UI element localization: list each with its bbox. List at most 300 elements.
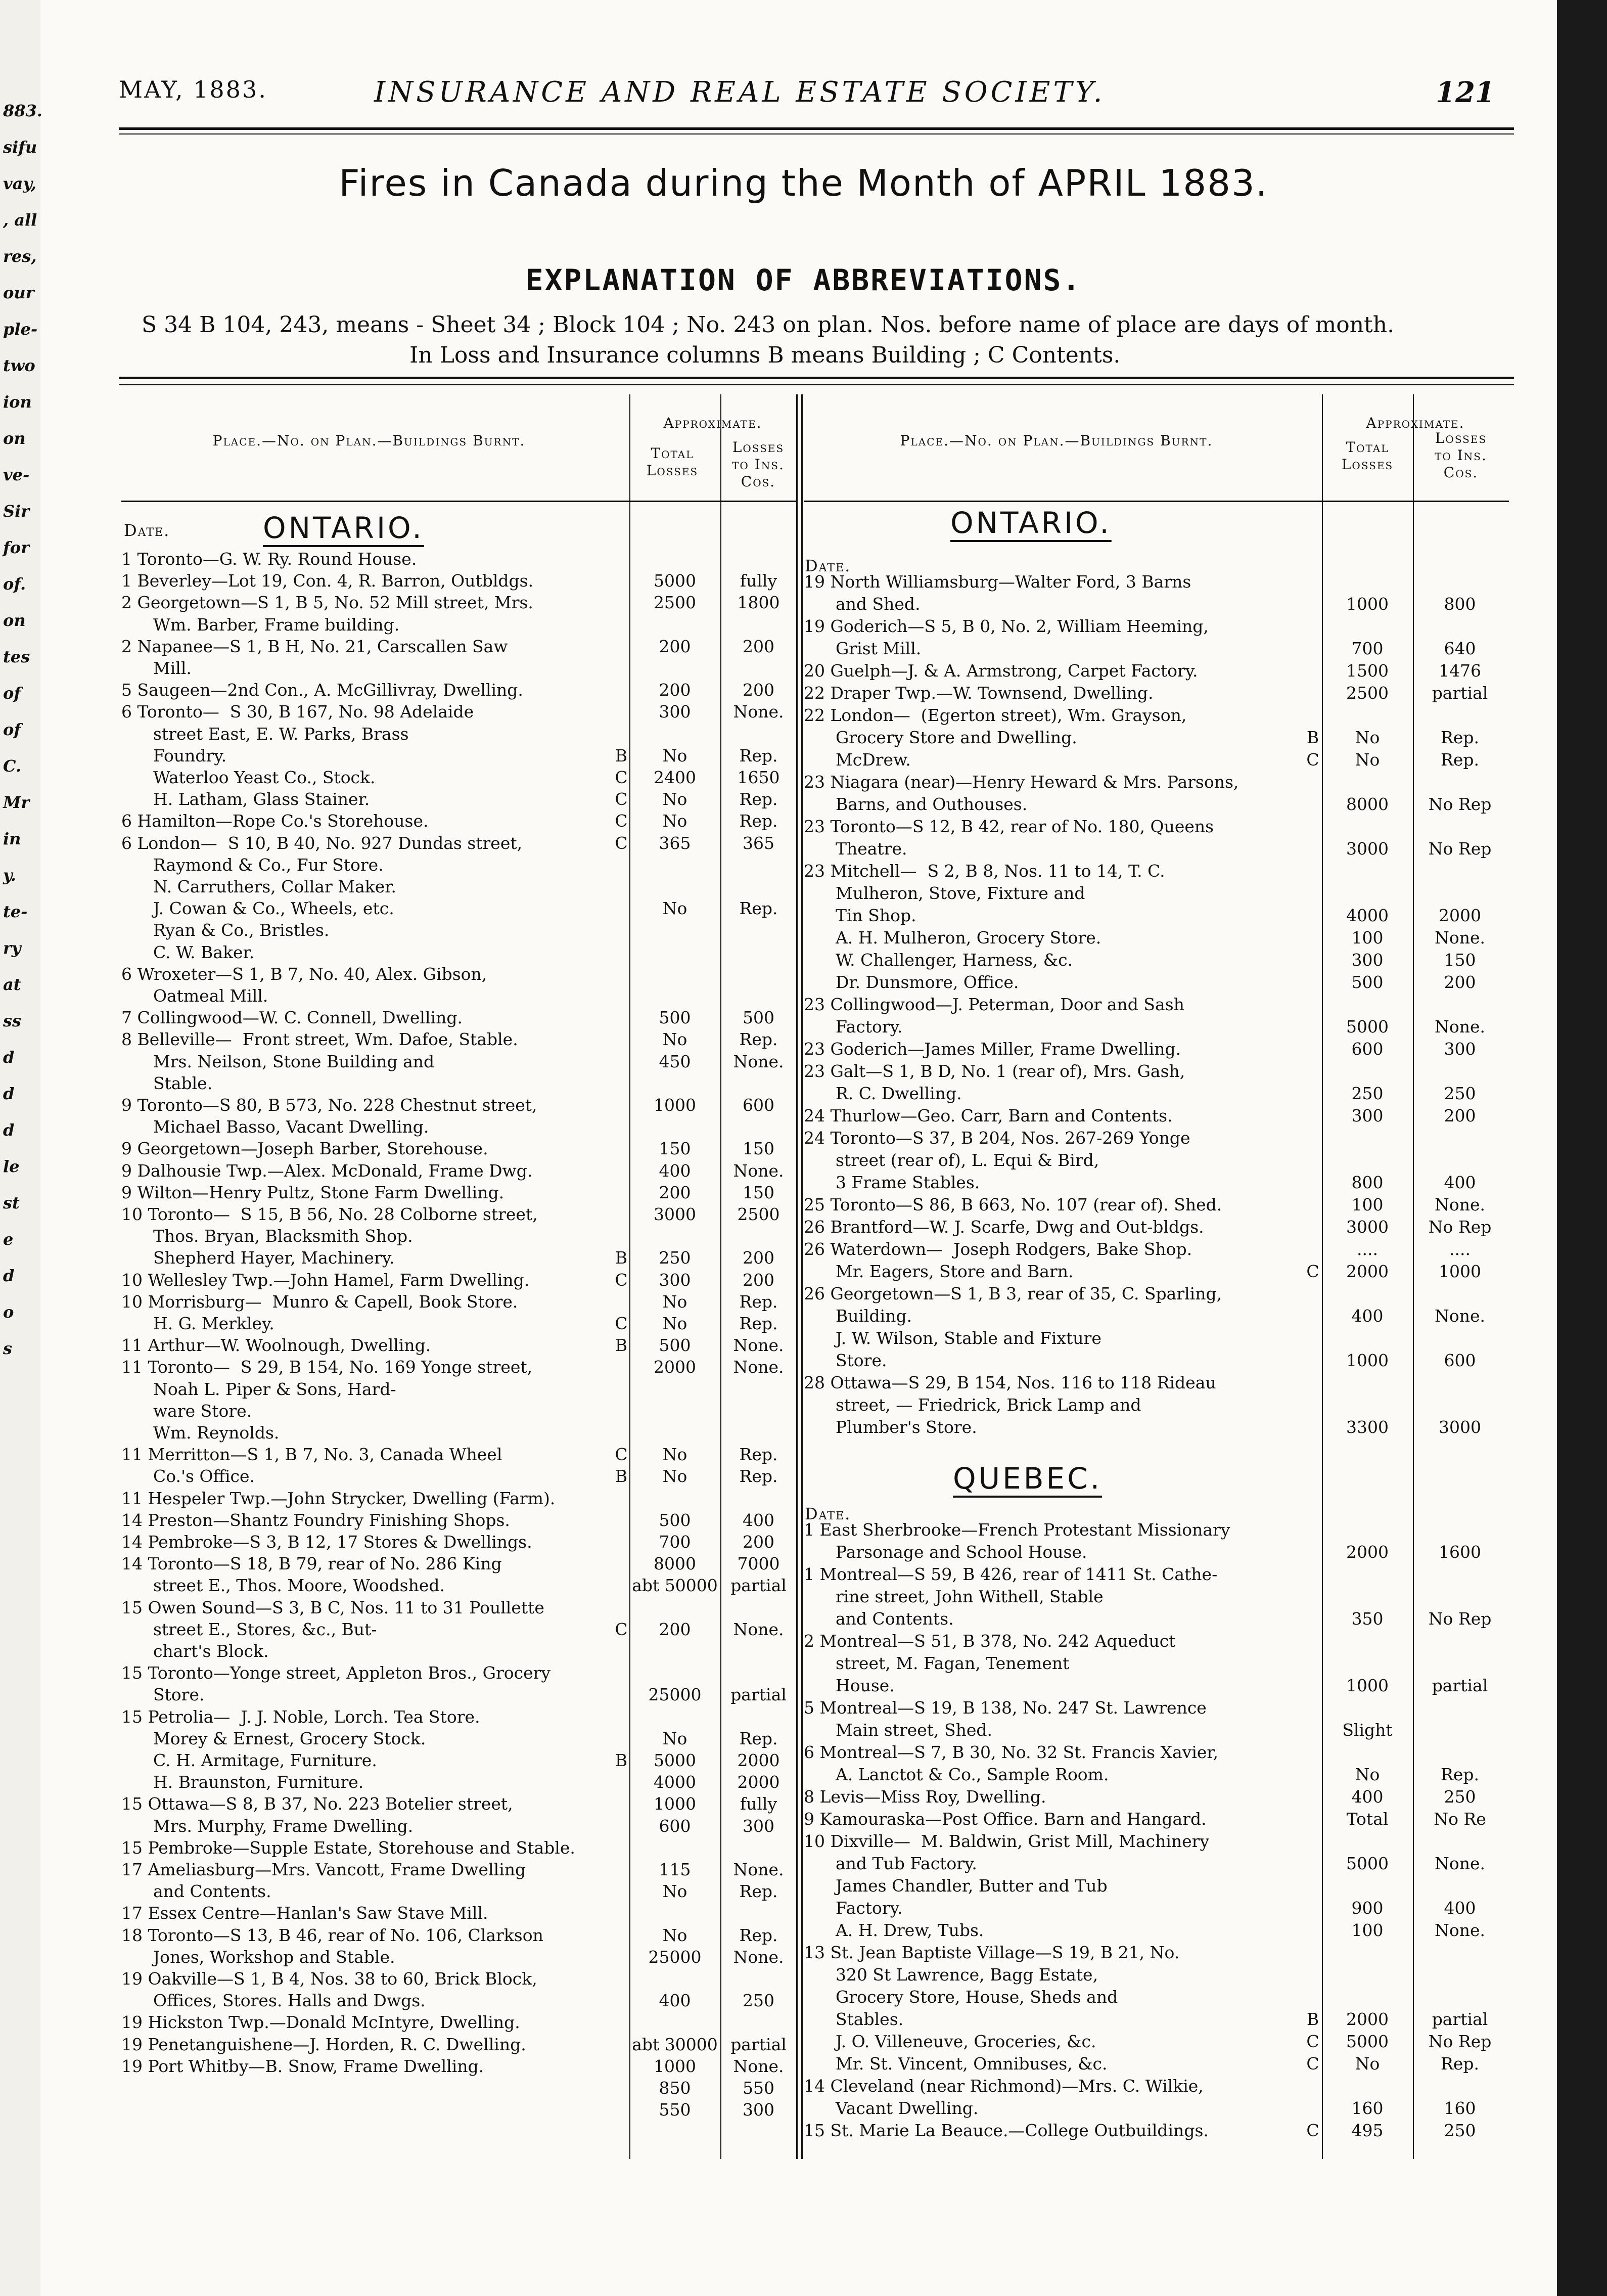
entry-insurance-loss: 2000: [737, 1772, 780, 1792]
entry-text: H. Latham, Glass Stainer.: [121, 789, 370, 809]
entry-insurance-loss: None.: [733, 1947, 784, 1967]
entry-text: 11 Merritton—S 1, B 7, No. 3, Canada Wheel: [121, 1445, 502, 1465]
entry-insurance-loss: 200: [743, 1270, 774, 1290]
entry-insurance-loss: partial: [1432, 683, 1488, 703]
gutter-fragment: ion: [3, 392, 32, 412]
entry-total-loss: 8000: [1346, 794, 1389, 814]
region-heading-ontario-right: ONTARIO.: [950, 506, 1112, 540]
entry-mark: C: [615, 1314, 628, 1333]
entry-total-loss: 2000: [1346, 1542, 1389, 1562]
entry-text: 26 Waterdown— Joseph Rodgers, Bake Shop.: [804, 1239, 1192, 1259]
entry-mark: C: [1306, 2121, 1319, 2140]
entry-text: Parsonage and School House.: [804, 1542, 1087, 1562]
entry-text: Vacant Dwelling.: [804, 2098, 979, 2118]
entry-total-loss: abt 30000: [632, 2034, 718, 2054]
entry-insurance-loss: 150: [743, 1182, 774, 1202]
entry-text: 19 Goderich—S 5, B 0, No. 2, William Heeming,: [804, 616, 1209, 636]
entry-total-loss: 1500: [1346, 661, 1389, 681]
entry-total-loss: 200: [659, 1182, 691, 1202]
entry-text: Mr. Eagers, Store and Barn.: [804, 1262, 1074, 1281]
gutter-fragment: for: [3, 538, 29, 557]
entry-insurance-loss: partial: [730, 2034, 787, 2054]
gutter-fragment: ry: [3, 938, 21, 958]
header-divider-right: [804, 501, 1509, 502]
date-label-right: Date.: [805, 556, 851, 575]
entry-insurance-loss: 250: [1444, 2121, 1476, 2140]
gutter-fragment: st: [3, 1193, 20, 1212]
entry-insurance-loss: None.: [733, 1335, 784, 1356]
entry-insurance-loss: 500: [743, 1008, 774, 1028]
entry-insurance-loss: 200: [1444, 1106, 1476, 1126]
entry-total-loss: 400: [659, 1160, 691, 1181]
entry-total-loss: 450: [659, 1051, 691, 1071]
entry-total-loss: 300: [1351, 950, 1384, 970]
gutter-fragment: s: [3, 1339, 13, 1358]
entry-text: Stables.: [804, 2009, 904, 2029]
entry-mark: C: [615, 833, 628, 853]
entry-text: H. Braunston, Furniture.: [121, 1772, 364, 1792]
entry-text: 1 Beverley—Lot 19, Con. 4, R. Barron, Outbldgs.: [121, 571, 534, 591]
entry-text: 10 Toronto— S 15, B 56, No. 28 Colborne street,: [121, 1204, 538, 1224]
entry-text: Jones, Workshop and Stable.: [121, 1947, 395, 1967]
entry-mark: B: [1306, 2009, 1319, 2029]
entry-insurance-loss: None.: [1434, 1017, 1485, 1037]
entry-total-loss: 400: [659, 1991, 691, 2011]
entry-insurance-loss: 1650: [737, 768, 780, 787]
entry-text: Store.: [121, 1685, 205, 1705]
entry-text: 26 Brantford—W. J. Scarfe, Dwg and Out-bldgs.: [804, 1217, 1204, 1237]
entry-text: and Contents.: [804, 1609, 954, 1629]
entry-total-loss: 3300: [1346, 1417, 1389, 1437]
entry-total-loss: Slight: [1342, 1720, 1393, 1740]
entry-text: 14 Pembroke—S 3, B 12, 17 Stores & Dwellings.: [121, 1532, 532, 1552]
entry-insurance-loss: 800: [1444, 594, 1476, 614]
entry-text: R. C. Dwelling.: [804, 1084, 962, 1103]
abbreviations-line-1: S 34 B 104, 243, means - Sheet 34 ; Block 104 ; No. 243 on plan. Nos. before name of place are days of month.: [142, 312, 1395, 338]
entry-text: 9 Dalhousie Twp.—Alex. McDonald, Frame Dwg.: [121, 1160, 533, 1181]
gutter-fragment: on: [3, 429, 26, 448]
entry-text: 9 Georgetown—Joseph Barber, Storehouse.: [121, 1139, 488, 1159]
entry-total-loss: 8000: [654, 1554, 696, 1574]
gutter-fragment: tes: [3, 647, 30, 666]
gutter-fragment: of: [3, 720, 21, 739]
gutter-fragment: d: [3, 1084, 15, 1103]
entry-text: Wm. Reynolds.: [121, 1423, 280, 1443]
entry-total-loss: 700: [1351, 639, 1384, 658]
entry-text: Barns, and Outhouses.: [804, 794, 1028, 814]
entry-insurance-loss: 1000: [1439, 1262, 1481, 1281]
entry-text: 23 Collingwood—J. Peterman, Door and Sash: [804, 995, 1184, 1014]
entry-insurance-loss: 2000: [1439, 906, 1481, 925]
entry-text: street East, E. W. Parks, Brass: [121, 724, 409, 744]
entry-total-loss: 850: [659, 2078, 691, 2098]
entry-text: Mulheron, Stove, Fixture and: [804, 883, 1085, 903]
entry-insurance-loss: No Rep: [1428, 839, 1492, 859]
entry-text: street (rear of), L. Equi & Bird,: [804, 1150, 1099, 1170]
entry-text: 10 Dixville— M. Baldwin, Grist Mill, Machinery: [804, 1831, 1210, 1851]
entry-mark: C: [615, 1270, 628, 1290]
gutter-fragment: res,: [3, 247, 37, 266]
entry-insurance-loss: None.: [733, 1051, 784, 1071]
region-heading-quebec: QUEBEC.: [953, 1461, 1103, 1496]
entry-mark: C: [1306, 750, 1319, 770]
issue-date: MAY, 1883.: [119, 76, 267, 103]
entry-text: 6 Toronto— S 30, B 167, No. 98 Adelaide: [121, 702, 474, 722]
date-label-quebec: Date.: [805, 1504, 851, 1523]
entry-insurance-loss: No Rep: [1428, 2032, 1492, 2051]
entry-text: 15 St. Marie La Beauce.—College Outbuildings.: [804, 2121, 1209, 2140]
gutter-fragment: Mr: [3, 793, 30, 812]
entry-text: McDrew.: [804, 750, 911, 770]
entry-total-loss: 160: [1351, 2098, 1384, 2118]
entry-text: 7 Collingwood—W. C. Connell, Dwelling.: [121, 1008, 463, 1028]
entry-total-loss: 100: [1351, 928, 1384, 948]
entry-total-loss: 400: [1351, 1306, 1384, 1326]
entry-total-loss: 4000: [654, 1772, 696, 1792]
entry-text: 23 Mitchell— S 2, B 8, Nos. 11 to 14, T. C.: [804, 861, 1165, 881]
entry-total-loss: 500: [659, 1510, 691, 1530]
entry-mark: B: [615, 1248, 628, 1268]
entry-insurance-loss: Rep.: [1441, 1765, 1479, 1784]
entry-total-loss: 100: [1351, 1920, 1384, 1940]
entry-insurance-loss: 640: [1444, 639, 1476, 658]
entry-insurance-loss: 3000: [1439, 1417, 1481, 1437]
entry-insurance-loss: No Rep: [1428, 1217, 1492, 1237]
entry-mark: B: [615, 1335, 628, 1356]
gutter-fragment: le: [3, 1157, 20, 1176]
entry-text: Mrs. Neilson, Stone Building and: [121, 1051, 435, 1071]
left-gutter: [0, 0, 40, 2296]
gutter-fragment: vay,: [3, 174, 36, 193]
entry-insurance-loss: 200: [743, 680, 774, 700]
entry-insurance-loss: 150: [1444, 950, 1476, 970]
gutter-fragment: at: [3, 975, 21, 994]
entry-total-loss: 3000: [1346, 839, 1389, 859]
entry-text: rine street, John Withell, Stable: [804, 1587, 1104, 1606]
entry-text: 6 Wroxeter—S 1, B 7, No. 40, Alex. Gibson,: [121, 964, 487, 984]
entry-insurance-loss: Rep.: [739, 745, 778, 766]
entry-total-loss: 250: [1351, 1084, 1384, 1103]
entry-text: J. O. Villeneuve, Groceries, &c.: [804, 2032, 1096, 2051]
abbreviations-line-2: In Loss and Insurance columns B means Building ; C Contents.: [409, 342, 1121, 368]
entry-text: street E., Stores, &c., But-: [121, 1619, 377, 1639]
gutter-fragment: y.: [3, 866, 17, 885]
entry-insurance-loss: fully: [740, 571, 777, 591]
entry-total-loss: 250: [659, 1248, 691, 1268]
gutter-fragment: ve-: [3, 465, 30, 484]
entry-text: Michael Basso, Vacant Dwelling.: [121, 1117, 429, 1137]
entry-text: 6 Hamilton—Rope Co.'s Storehouse.: [121, 811, 429, 831]
entry-insurance-loss: Rep.: [739, 789, 778, 809]
entry-total-loss: abt 50000: [632, 1575, 718, 1596]
entry-total-loss: 500: [659, 1335, 691, 1356]
gutter-fragment: in: [3, 829, 21, 848]
gutter-fragment: 883.: [3, 101, 42, 120]
entry-insurance-loss: Rep.: [739, 1728, 778, 1748]
entry-total-loss: 900: [1351, 1898, 1384, 1918]
entry-text: 6 London— S 10, B 40, No. 927 Dundas street,: [121, 833, 523, 853]
entry-text: and Shed.: [804, 594, 921, 614]
entry-text: 8 Levis—Miss Roy, Dwelling.: [804, 1787, 1046, 1807]
entry-text: street E., Thos. Moore, Woodshed.: [121, 1575, 445, 1596]
entry-total-loss: 5000: [1346, 1854, 1389, 1873]
entry-insurance-loss: Rep.: [739, 1029, 778, 1050]
approximate-header-left: Approximate.: [663, 415, 762, 431]
header-rule: [119, 127, 1514, 130]
entry-text: street, — Friedrick, Brick Lamp and: [804, 1395, 1141, 1415]
entry-text: Stable.: [121, 1073, 213, 1093]
entry-text: Grist Mill.: [804, 639, 922, 658]
total-losses-header-right: Total Losses: [1341, 439, 1394, 473]
entry-text: 1 East Sherbrooke—French Protestant Missionary: [804, 1520, 1230, 1540]
page-number: 121: [1436, 76, 1495, 109]
entry-text: Store.: [804, 1350, 887, 1370]
entry-text: Waterloo Yeast Co., Stock.: [121, 768, 376, 787]
entry-text: 14 Preston—Shantz Foundry Finishing Shops.: [121, 1510, 510, 1530]
entry-mark: C: [1306, 1262, 1319, 1281]
region-heading-ontario-left: ONTARIO.: [263, 511, 424, 545]
entry-total-loss: No: [662, 789, 687, 809]
entry-text: 24 Toronto—S 37, B 204, Nos. 267-269 Yonge: [804, 1128, 1190, 1148]
gutter-fragment: e: [3, 1230, 14, 1249]
entry-text: H. G. Merkley.: [121, 1314, 274, 1333]
entry-insurance-loss: Rep.: [739, 1925, 778, 1945]
gutter-fragment: sifu: [3, 138, 37, 157]
entry-mark: B: [615, 1750, 628, 1770]
entry-text: 24 Thurlow—Geo. Carr, Barn and Contents.: [804, 1106, 1173, 1126]
entry-text: 19 Oakville—S 1, B 4, Nos. 38 to 60, Brick Block,: [121, 1969, 537, 1989]
place-column-header-right: Place.—No. on Plan.—Buildings Burnt.: [900, 432, 1213, 449]
entry-insurance-loss: 7000: [737, 1554, 780, 1574]
entry-insurance-loss: 550: [743, 2078, 774, 2098]
entry-total-loss: 150: [659, 1139, 691, 1159]
gutter-fragment: te-: [3, 902, 28, 921]
entry-total-loss: 1000: [1346, 594, 1389, 614]
entry-total-loss: 1000: [654, 1794, 696, 1814]
entry-total-loss: 350: [1351, 1609, 1384, 1629]
entry-text: 22 Draper Twp.—W. Townsend, Dwelling.: [804, 683, 1154, 703]
entry-total-loss: No: [662, 811, 687, 831]
entry-insurance-loss: None.: [1434, 1854, 1485, 1873]
column-divider: [1413, 394, 1414, 2159]
entry-text: Factory.: [804, 1898, 903, 1918]
entry-insurance-loss: 400: [1444, 1898, 1476, 1918]
entry-insurance-loss: None.: [733, 1357, 784, 1377]
entry-text: N. Carruthers, Collar Maker.: [121, 877, 396, 896]
entry-insurance-loss: Rep.: [739, 1445, 778, 1465]
entry-mark: B: [615, 1466, 628, 1487]
entry-text: 1 Toronto—G. W. Ry. Round House.: [121, 549, 417, 569]
entry-total-loss: No: [1355, 1765, 1380, 1784]
entry-text: Noah L. Piper & Sons, Hard-: [121, 1379, 396, 1399]
entry-text: 19 Penetanguishene—J. Horden, R. C. Dwelling.: [121, 2034, 526, 2054]
entry-insurance-loss: None.: [733, 2056, 784, 2076]
gutter-fragment: ple-: [3, 320, 38, 339]
entry-total-loss: 100: [1351, 1195, 1384, 1214]
entry-total-loss: 2000: [654, 1357, 696, 1377]
entry-text: 15 Pembroke—Supple Estate, Storehouse and Stable.: [121, 1837, 575, 1858]
entry-insurance-loss: partial: [730, 1575, 787, 1596]
entry-total-loss: 800: [1351, 1173, 1384, 1192]
entry-mark: C: [1306, 2032, 1319, 2051]
entry-text: C. W. Baker.: [121, 942, 255, 962]
entry-total-loss: 25000: [648, 1947, 702, 1967]
entry-total-loss: ....: [1357, 1239, 1378, 1259]
gutter-fragment: Sir: [3, 502, 30, 521]
gutter-fragment: d: [3, 1048, 15, 1067]
entry-insurance-loss: None.: [1434, 1306, 1485, 1326]
header-rule-thin: [119, 133, 1514, 134]
entry-insurance-loss: 1476: [1439, 661, 1481, 681]
entry-text: 23 Toronto—S 12, B 42, rear of No. 180, Queens: [804, 817, 1214, 836]
entry-text: Oatmeal Mill.: [121, 986, 268, 1006]
entry-insurance-loss: Rep.: [739, 1466, 778, 1487]
entry-total-loss: 1000: [1346, 1350, 1389, 1370]
entry-total-loss: No: [662, 1728, 687, 1748]
place-column-header-left: Place.—No. on Plan.—Buildings Burnt.: [212, 432, 526, 449]
entry-mark: C: [615, 789, 628, 809]
entry-text: 9 Wilton—Henry Pultz, Stone Farm Dwelling.: [121, 1182, 504, 1202]
entry-insurance-loss: None.: [1434, 1920, 1485, 1940]
entry-insurance-loss: 2500: [737, 1204, 780, 1224]
entry-total-loss: 5000: [1346, 1017, 1389, 1037]
entry-text: 5 Montreal—S 19, B 138, No. 247 St. Lawrence: [804, 1698, 1207, 1718]
entry-text: Foundry.: [121, 745, 227, 766]
entry-insurance-loss: 150: [743, 1139, 774, 1159]
entry-total-loss: No: [1355, 2054, 1380, 2074]
entry-total-loss: 5000: [654, 1750, 696, 1770]
entry-insurance-loss: None.: [733, 702, 784, 722]
entry-insurance-loss: None.: [1434, 928, 1485, 948]
entry-insurance-loss: 600: [743, 1095, 774, 1115]
entry-text: 11 Hespeler Twp.—John Strycker, Dwelling (Farm).: [121, 1488, 556, 1508]
entry-insurance-loss: 250: [743, 1991, 774, 2011]
entry-total-loss: 3000: [654, 1204, 696, 1224]
entry-text: 15 Petrolia— J. J. Noble, Lorch. Tea Store.: [121, 1706, 480, 1727]
entry-total-loss: 2000: [1346, 2009, 1389, 2029]
entry-insurance-loss: 1800: [737, 593, 780, 613]
entry-mark: C: [615, 768, 628, 787]
entry-insurance-loss: 1600: [1439, 1542, 1481, 1562]
entry-text: Factory.: [804, 1017, 903, 1037]
entry-text: Ryan & Co., Bristles.: [121, 920, 330, 940]
entry-insurance-loss: 300: [743, 2100, 774, 2120]
entry-text: Morey & Ernest, Grocery Stock.: [121, 1728, 426, 1748]
entry-insurance-loss: partial: [730, 1685, 787, 1705]
entry-total-loss: 1000: [654, 1095, 696, 1115]
entry-text: 23 Galt—S 1, B D, No. 1 (rear of), Mrs. Gash,: [804, 1061, 1185, 1081]
entry-text: House.: [804, 1676, 895, 1695]
entry-text: 13 St. Jean Baptiste Village—S 19, B 21, No.: [804, 1943, 1180, 1962]
entry-total-loss: 3000: [1346, 1217, 1389, 1237]
entry-insurance-loss: Rep.: [739, 1314, 778, 1333]
entry-text: A. Lanctot & Co., Sample Room.: [804, 1765, 1109, 1784]
entry-total-loss: 365: [659, 833, 691, 853]
entry-insurance-loss: 365: [743, 833, 774, 853]
gutter-fragment: , all: [3, 210, 37, 230]
entry-text: Plumber's Store.: [804, 1417, 977, 1437]
entry-text: J. Cowan & Co., Wheels, etc.: [121, 898, 394, 919]
entry-total-loss: 500: [1351, 972, 1384, 992]
entry-total-loss: No: [662, 1466, 687, 1487]
entry-text: 9 Kamouraska—Post Office. Barn and Hangard.: [804, 1809, 1207, 1829]
entry-total-loss: No: [662, 1291, 687, 1312]
entry-insurance-loss: fully: [740, 1794, 777, 1814]
entry-mark: B: [1306, 728, 1319, 747]
entry-insurance-loss: 300: [743, 1816, 774, 1836]
entry-text: 26 Georgetown—S 1, B 3, rear of 35, C. Sparling,: [804, 1284, 1222, 1303]
entry-total-loss: 25000: [648, 1685, 702, 1705]
entry-text: Mill.: [121, 658, 192, 678]
entry-text: 14 Toronto—S 18, B 79, rear of No. 286 King: [121, 1554, 502, 1574]
gutter-fragment: our: [3, 283, 34, 302]
entry-total-loss: No: [662, 1881, 687, 1902]
column-divider: [720, 394, 721, 2159]
entry-mark: C: [615, 1619, 628, 1639]
entry-insurance-loss: 200: [1444, 972, 1476, 992]
entry-text: J. W. Wilson, Stable and Fixture: [804, 1328, 1101, 1348]
section-rule: [119, 377, 1514, 379]
entry-text: 15 Owen Sound—S 3, B C, Nos. 11 to 31 Poullette: [121, 1597, 544, 1617]
entry-text: A. H. Mulheron, Grocery Store.: [804, 928, 1101, 948]
entry-text: 1 Montreal—S 59, B 426, rear of 1411 St. Cathe-: [804, 1564, 1218, 1584]
column-divider: [1322, 394, 1323, 2159]
entry-text: 18 Toronto—S 13, B 46, rear of No. 106, Clarkson: [121, 1925, 543, 1945]
entry-text: Raymond & Co., Fur Store.: [121, 854, 384, 875]
entry-text: ware Store.: [121, 1401, 252, 1421]
entry-insurance-loss: 600: [1444, 1350, 1476, 1370]
entry-text: Main street, Shed.: [804, 1720, 992, 1740]
gutter-fragment: C.: [3, 756, 22, 776]
entry-text: 19 Port Whitby—B. Snow, Frame Dwelling.: [121, 2056, 484, 2076]
entry-text: street, M. Fagan, Tenement: [804, 1653, 1070, 1673]
entry-text: and Tub Factory.: [804, 1854, 977, 1873]
entry-total-loss: 115: [659, 1860, 691, 1879]
entry-insurance-loss: 2000: [737, 1750, 780, 1770]
entry-text: Theatre.: [804, 839, 907, 859]
entry-text: 17 Ameliasburg—Mrs. Vancott, Frame Dwelling: [121, 1860, 526, 1879]
entry-total-loss: 2000: [1346, 1262, 1389, 1281]
page-title: Fires in Canada during the Month of APRIL 1883.: [339, 162, 1268, 204]
entry-text: Building.: [804, 1306, 912, 1326]
entry-text: 2 Georgetown—S 1, B 5, No. 52 Mill street, Mrs.: [121, 593, 533, 613]
entry-text: 15 Toronto—Yonge street, Appleton Bros., Grocery: [121, 1663, 551, 1683]
header-divider-left: [121, 501, 796, 502]
entry-text: Grocery Store and Dwelling.: [804, 728, 1077, 747]
entry-text: 320 St Lawrence, Bagg Estate,: [804, 1965, 1098, 1985]
entry-text: 19 Hickston Twp.—Donald McIntyre, Dwelling.: [121, 2012, 520, 2033]
entry-text: Shepherd Hayer, Machinery.: [121, 1248, 395, 1268]
gutter-fragment: ss: [3, 1011, 22, 1030]
entry-text: Dr. Dunsmore, Office.: [804, 972, 1019, 992]
gutter-fragment: o: [3, 1302, 14, 1322]
entry-text: 9 Toronto—S 80, B 573, No. 228 Chestnut street,: [121, 1095, 537, 1115]
entry-total-loss: No: [662, 1314, 687, 1333]
gutter-fragment: of.: [3, 574, 26, 594]
entry-text: Tin Shop.: [804, 906, 916, 925]
entry-insurance-loss: Rep.: [739, 1291, 778, 1312]
entry-insurance-loss: No Re: [1434, 1809, 1486, 1829]
entry-text: 2 Napanee—S 1, B H, No. 21, Carscallen Saw: [121, 636, 508, 656]
entry-insurance-loss: Rep.: [739, 811, 778, 831]
entry-insurance-loss: 400: [1444, 1173, 1476, 1192]
center-divider: [796, 394, 798, 2159]
entry-total-loss: No: [1355, 750, 1380, 770]
entry-text: 8 Belleville— Front street, Wm. Dafoe, Stable.: [121, 1029, 518, 1050]
entry-text: Wm. Barber, Frame building.: [121, 614, 400, 635]
entry-insurance-loss: Rep.: [1441, 750, 1479, 770]
entry-text: 22 London— (Egerton street), Wm. Grayson,: [804, 705, 1187, 725]
